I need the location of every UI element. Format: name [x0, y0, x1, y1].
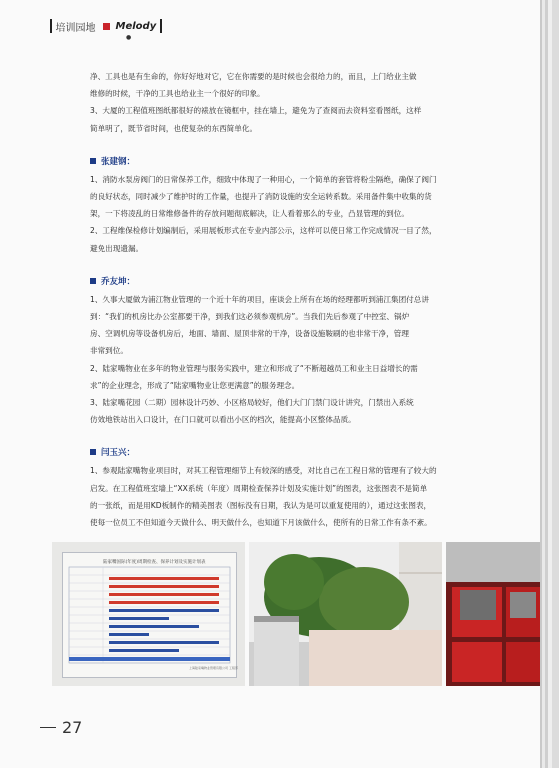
paragraph-line: 的良好状态，同时减少了维护时的工作量，也提升了消防设施的安全运转系数。采用备件集中收集的货: [90, 192, 432, 202]
speaker-heading: [90, 442, 466, 462]
header-divider: [50, 19, 52, 33]
blue-square-icon: [90, 278, 96, 284]
paragraph-line: 维修的时候，干净的工具也给业主一个很好的印象。: [90, 89, 265, 99]
paragraph-line: 2、工程维保检修计划编制后，采用展板形式在专业内部公示，这样可以使日常工作完成情况一目了然，: [90, 226, 437, 236]
paragraph-line: 净、工具也是有生命的，你好好地对它，它在你需要的是时候也会很给力的，而且，上门给业主做: [90, 72, 417, 81]
header-divider: [160, 19, 162, 33]
paragraph-line: 避免出现遗漏。: [90, 243, 144, 253]
paragraph-line: 仿效地铁站出入口设计，在门口就可以看出小区的档次，能提高小区整体品质。: [90, 415, 356, 425]
parts-bin-graphic: [446, 542, 540, 686]
paragraph-line: 架，一下将凌乱的日常维修备件的存放问题彻底解决，让人看着那么的专业，凸显管理的到位。: [90, 209, 409, 219]
paragraph-line: 求”的企业理念，形成了“陆家嘴物业让您更满意”的服务理念。: [90, 380, 300, 390]
paragraph-line: 使每一位员工不但知道今天做什么、明天做什么，也知道下月该做什么，使所有的日常工作有条不紊。: [90, 518, 432, 528]
paragraph-line: 到：“我们的机房比办公室都要干净，到我们这必须参观机房”。当我们先后参观了中控室、锅炉: [90, 312, 410, 322]
board-title: 陆家嘴国际(年度)周期检查、保养计划及实施计划表: [103, 560, 206, 565]
schedule-board-photo: [52, 542, 245, 686]
red-square-icon: [103, 23, 110, 30]
paragraph-line: 2、陆家嘴物业在多年的物业管理与服务实践中，建立和形成了“不断超越员工和业主日益增长的需: [90, 363, 418, 373]
paragraph-line: 1、参观陆家嘴物业项目时，对其工程管理细节上有较深的感受，对比自己在工程日常的管理有了较大的: [90, 466, 437, 476]
paragraph-line: 简单明了，既节省时间，也使复杂的东西简单化。: [90, 123, 258, 133]
paragraph-line: 1、久事大厦做为浦江物业管理的一个近十年的项目，座谈会上所有在场的经理都听到浦江集团付总讲: [90, 294, 429, 304]
paragraph-line: 的一张纸，而是用KD板制作的精美图表（图标没有日期，我认为是可以重复使用的），通过这张图表，: [90, 500, 432, 510]
column-title: Melody: [115, 20, 157, 32]
paragraph-line: 房、空调机房等设备机房后，地面、墙面、屋顶非常的干净，设备设施鞍刷的也非常干净，管理: [90, 329, 409, 339]
column-header: [50, 18, 162, 34]
speaker-heading: [90, 151, 466, 171]
garden-graphic: [249, 542, 442, 686]
parts-bin-photo: [446, 542, 540, 686]
speaker-name: 张建钢：: [101, 156, 136, 167]
schedule-board: [62, 552, 237, 678]
speaker-name: 乔友坤：: [101, 276, 136, 287]
photo-strip: [52, 542, 540, 686]
paragraph-line: 非常到位。: [90, 346, 128, 356]
section-title: 培训园地: [55, 22, 96, 34]
page-number-text: 27: [62, 718, 83, 737]
speaker-heading: [90, 271, 466, 291]
board-footer: 上海陆家嘴物业管理有限公司 工程部: [189, 666, 238, 670]
paragraph-line: 3、陆家嘴花园（二期）园林设计巧妙、小区格局较好，他们大门门禁门设计讲究，门禁出入系统: [90, 398, 414, 408]
dot-icon: ●: [126, 34, 132, 41]
paragraph-line: 3、大厦的工程值班图纸都很好的裱放在镜框中，挂在墙上，避免为了查阅而去资料室看图纸，这样: [90, 106, 422, 116]
blue-square-icon: [90, 158, 96, 164]
garden-photo: [249, 542, 442, 686]
paragraph-line: 1、消防水泵房阀门的日常保养工作，细致中体现了一种用心，一个简单的套管将粉尘隔绝，确保了阀门: [90, 174, 437, 184]
article-body: [90, 68, 466, 531]
speaker-name: 闫玉兴：: [101, 448, 136, 459]
paragraph-line: 启发。在工程值班室墙上“XX系统（年度）周期检查保养计划及实施计划”的图表，这张图表不是简单: [90, 483, 428, 493]
page-number-dash: [40, 727, 56, 728]
schedule-grid-graphic: [63, 553, 236, 677]
page-number: [40, 718, 82, 737]
blue-square-icon: [90, 449, 96, 455]
